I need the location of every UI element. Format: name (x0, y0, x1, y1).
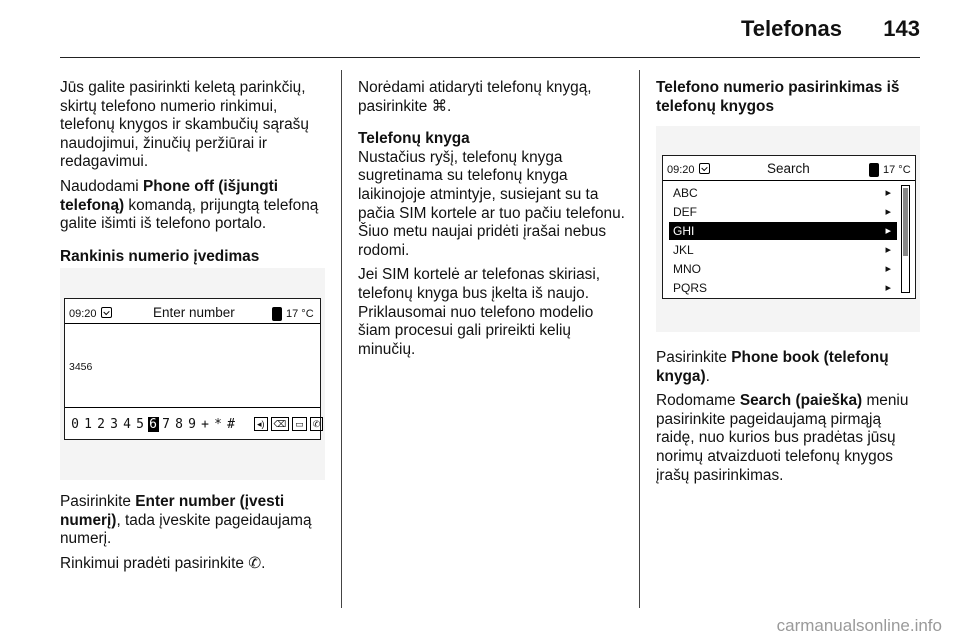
paragraph: Rodomame Search (paieška) meniu pasirinkite pageidaujamą pirmąją raidę, nuo kurios bus pradėtas jūsų norimų atvaizduoti telefonų knygos įrašų pasirinkimas. (656, 392, 909, 484)
chevron-right-icon: ▸ (885, 206, 891, 218)
keypad-digit[interactable]: 7 (162, 417, 171, 432)
chevron-right-icon: ▸ (885, 244, 891, 256)
paragraph: Naudodami Phone off (išjungti telefoną) komandą, prijungtą telefoną galite išimti iš telefono portalo. (60, 177, 319, 233)
phone-icon[interactable]: ✆ (310, 417, 324, 431)
list-item[interactable] (669, 184, 897, 202)
paragraph: Nustačius ryšį, telefonų knyga sugretinama su telefonų knyga laikinojoje atmintyje, susiejant su ta pačia SIM kortele ar tuo pačiu telefonu. Šiuo metu naujai pridėti įrašai nebus rodomi. (358, 148, 625, 259)
scroll-thumb[interactable] (903, 188, 908, 256)
keypad-digit[interactable]: + (201, 417, 210, 432)
keypad-digit[interactable]: 0 (71, 417, 80, 432)
title-separator (65, 323, 320, 324)
clock-time: 09:20 (69, 308, 97, 320)
watermark: carmanualsonline.info (776, 616, 942, 635)
list-item[interactable] (669, 203, 897, 221)
clock-icon (699, 163, 710, 174)
header-rule (60, 57, 920, 58)
column-1 (60, 79, 330, 266)
list-item-label: GHI (673, 224, 695, 238)
column-3 (656, 79, 920, 116)
section-heading: Telefono numerio pasirinkimas iš telefonų knygos (656, 79, 900, 115)
paragraph: Rinkimui pradėti pasirinkite ✆. (60, 554, 266, 572)
list-item-label: ABC (673, 186, 698, 200)
page-number: 143 (883, 16, 920, 41)
section-heading: Rankinis numerio įvedimas (60, 247, 260, 265)
entered-number: 3456 (69, 361, 93, 373)
chevron-right-icon: ▸ (885, 187, 891, 199)
keypad-digit[interactable]: 9 (188, 417, 197, 432)
paragraph: Jūs galite pasirinkti keletą parinkčių, skirtų telefono numerio rinkimui, telefonų knygos ir skambučių sąrašų naudojimui, žinučių peržiūrai ir redagavimui. (60, 79, 309, 171)
screen-title: Search (767, 161, 810, 176)
section-heading: Telefonų knyga (358, 130, 470, 148)
chevron-right-icon: ▸ (885, 263, 891, 275)
keypad-digit[interactable]: 5 (136, 417, 145, 432)
list-item[interactable] (669, 241, 897, 259)
clock-icon (101, 307, 112, 318)
column-divider-1 (341, 70, 342, 608)
list-item-label: DEF (673, 205, 697, 219)
list-item-label: MNO (673, 262, 701, 276)
list-item-label: PQRS (673, 281, 708, 295)
keypad-digit[interactable]: 6 (149, 417, 158, 432)
screen-search (662, 155, 916, 299)
keypad-digit[interactable]: 4 (123, 417, 132, 432)
paragraph: Jei SIM kortelė ar telefonas skiriasi, telefonų knyga bus įkelta iš naujo. Priklausomai nuo telefono modelio šiam procesui gali prireikti kelių minučių. (358, 266, 601, 358)
phone-icon: ✆ (248, 554, 262, 572)
chevron-right-icon: ▸ (885, 282, 891, 294)
keypad-separator (65, 407, 320, 408)
list-item[interactable] (669, 222, 897, 240)
keypad-digit[interactable]: 1 (84, 417, 93, 432)
keypad-actions[interactable] (254, 417, 323, 431)
temperature: 17 °C (883, 164, 911, 176)
temperature: 17 °C (286, 308, 314, 320)
paragraph: Norėdami atidaryti telefonų knygą, pasirinkite ⌘. (358, 79, 592, 115)
thermometer-icon (869, 163, 879, 177)
page-header-title: Telefonas (740, 16, 842, 41)
keypad-digit[interactable]: 3 (110, 417, 119, 432)
scrollbar[interactable] (901, 185, 910, 293)
digit-keypad[interactable] (70, 417, 237, 432)
phone-book-icon: ⌘ (431, 97, 447, 115)
title-separator (663, 180, 915, 181)
column-2 (358, 79, 628, 365)
column-1-lower (60, 493, 330, 579)
list-item-label: JKL (673, 243, 694, 257)
list-item[interactable] (669, 279, 897, 297)
keypad-digit[interactable]: * (214, 417, 223, 432)
paragraph: Pasirinkite Phone book (telefonų knyga). (656, 349, 889, 385)
list-item[interactable] (669, 260, 897, 278)
thermometer-icon (272, 307, 282, 321)
keypad-digit[interactable]: # (227, 417, 236, 432)
paragraph: Pasirinkite Enter number (įvesti numerį), tada įveskite pageidaujamą numerį. (60, 493, 312, 548)
speaker-icon[interactable]: ◂) (254, 417, 268, 431)
phone-book-icon[interactable]: ▭ (292, 417, 307, 431)
keypad-digit[interactable]: 8 (175, 417, 184, 432)
keypad-digit[interactable]: 2 (97, 417, 106, 432)
column-divider-2 (639, 70, 640, 608)
delete-icon[interactable]: ⌫ (271, 417, 290, 431)
screen-enter-number (64, 298, 321, 440)
screen-title: Enter number (153, 305, 235, 320)
clock-time: 09:20 (667, 164, 695, 176)
chevron-right-icon: ▸ (885, 225, 891, 237)
column-3-lower (656, 349, 920, 491)
